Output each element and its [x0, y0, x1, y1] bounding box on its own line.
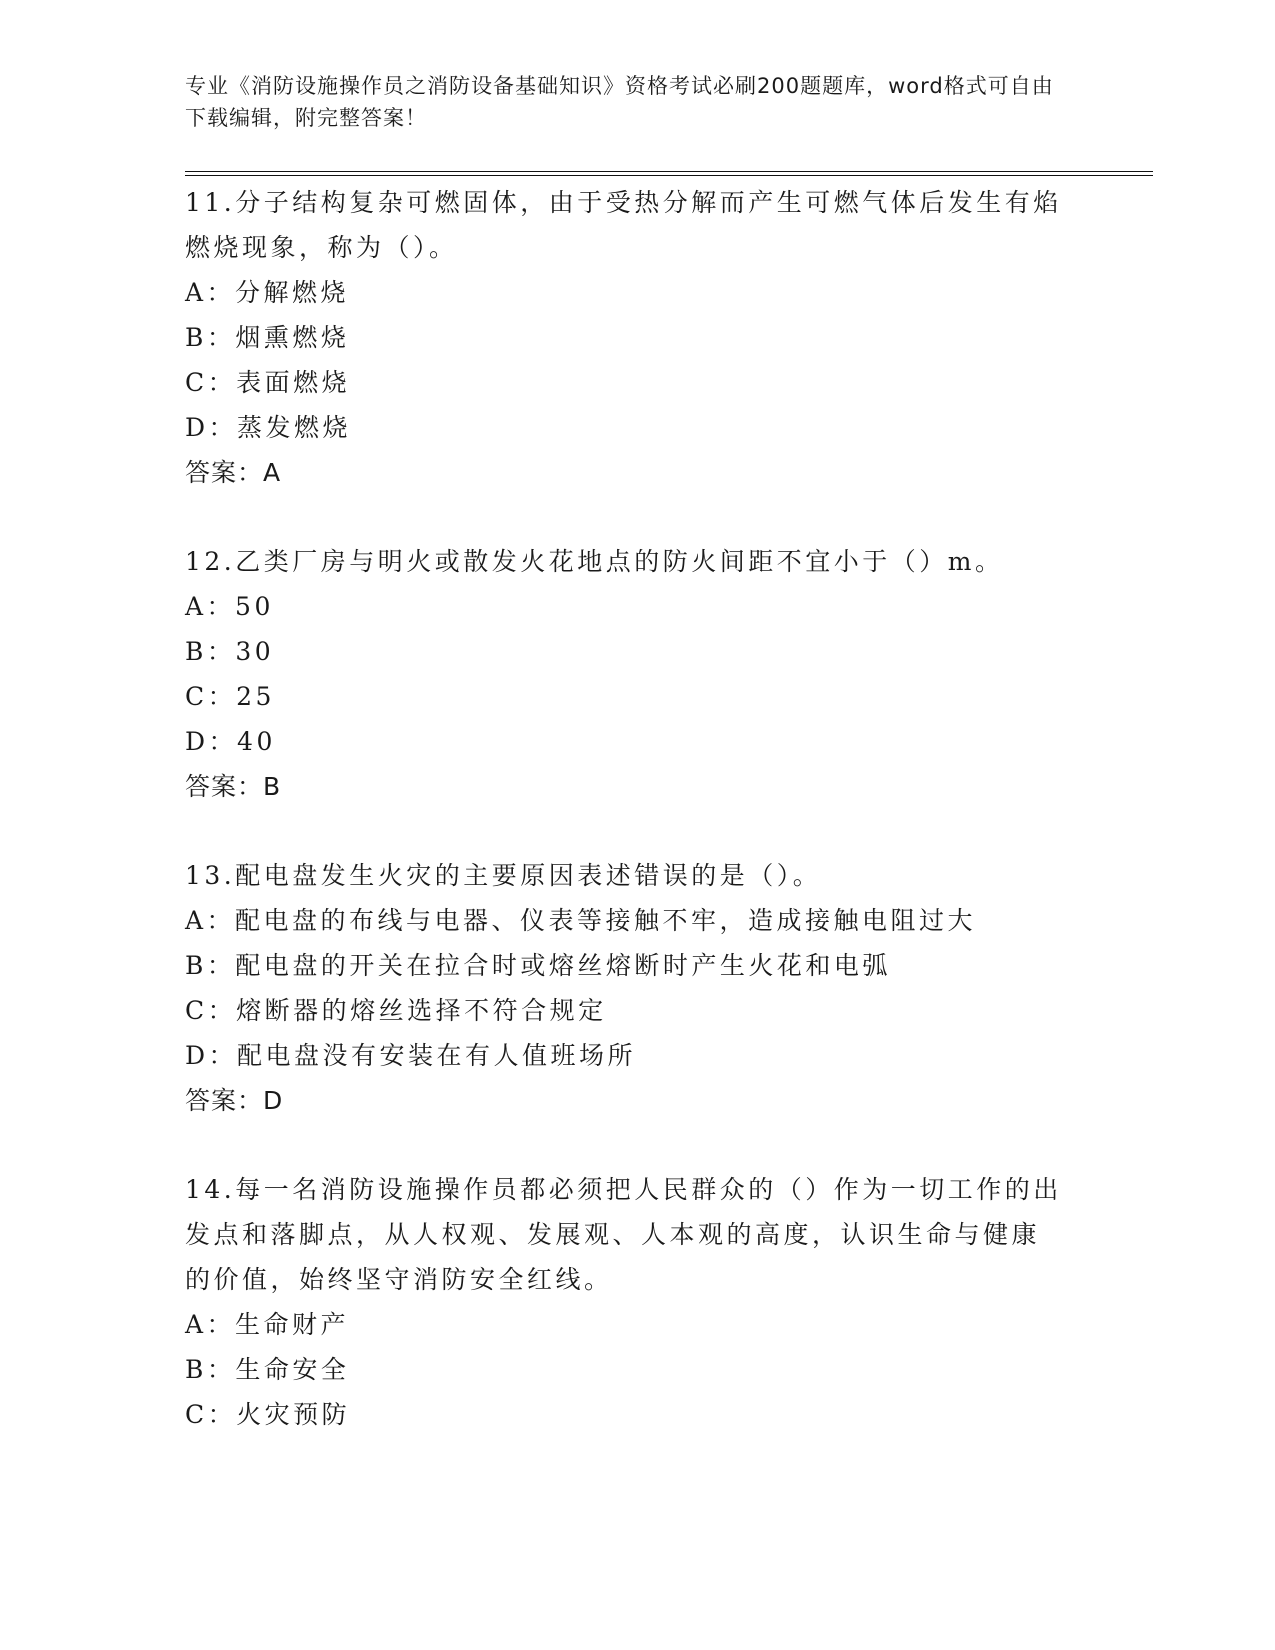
question-11: [185, 180, 1065, 495]
question-12: [185, 539, 1065, 809]
option-d: D：蒸发燃烧: [185, 413, 352, 442]
header-divider: [185, 171, 1153, 176]
option-d: D：配电盘没有安装在有人值班场所: [185, 1041, 637, 1070]
option-d: D：40: [185, 727, 276, 756]
option-b: B：烟熏燃烧: [185, 323, 350, 352]
question-stem: 11.分子结构复杂可燃固体，由于受热分解而产生可燃气体后发生有焰燃烧现象，称为（）。: [185, 188, 1062, 262]
option-a: A：50: [185, 592, 274, 621]
answer-line: 答案：B: [185, 772, 282, 801]
option-c: C：表面燃烧: [185, 368, 351, 397]
option-c: C：熔断器的熔丝选择不符合规定: [185, 996, 607, 1025]
option-b: B：30: [185, 637, 275, 666]
option-b: B：生命安全: [185, 1355, 350, 1384]
question-stem: 13.配电盘发生火灾的主要原因表述错误的是（）。: [185, 861, 822, 890]
option-a: A：配电盘的布线与电器、仪表等接触不牢，造成接触电阻过大: [185, 906, 977, 935]
option-a: A：分解燃烧: [185, 278, 350, 307]
option-c: C：25: [185, 682, 275, 711]
question-stem: 12.乙类厂房与明火或散发火花地点的防火间距不宜小于（）m。: [185, 547, 1004, 576]
option-a: A：生命财产: [185, 1310, 350, 1339]
option-b: B：配电盘的开关在拉合时或熔丝熔断时产生火花和电弧: [185, 951, 891, 980]
document-header: 专业《消防设施操作员之消防设备基础知识》资格考试必刷200题题库，word格式可自由下载编辑，附完整答案！: [185, 74, 1054, 130]
answer-line: 答案：D: [185, 1086, 284, 1115]
document-page: [185, 70, 1145, 1437]
option-c: C：火灾预防: [185, 1400, 351, 1429]
question-stem: 14.每一名消防设施操作员都必须把人民群众的（）作为一切工作的出发点和落脚点，从人权观、发展观、人本观的高度，认识生命与健康的价值，始终坚守消防安全红线。: [185, 1175, 1062, 1294]
question-13: [185, 853, 1065, 1123]
answer-line: 答案：A: [185, 458, 282, 487]
question-14: [185, 1167, 1065, 1437]
